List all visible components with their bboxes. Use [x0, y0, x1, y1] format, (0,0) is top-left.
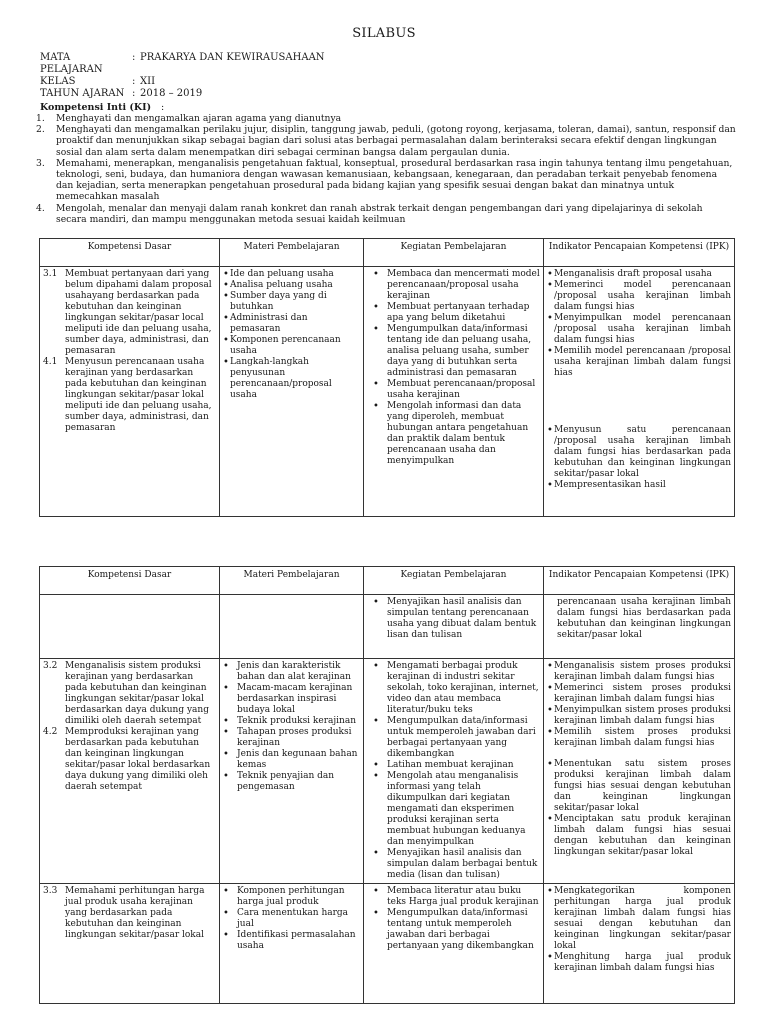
meta-value: PRAKARYA DAN KEWIRAUSAHAAN [140, 52, 325, 63]
list-item: • Menyimpulkan model perencanaan /proposal usaha kerajinan limbah dalam fungsi hias [547, 313, 731, 346]
kd-item [43, 886, 216, 941]
kd-cell [40, 884, 220, 1004]
materi-cell [220, 595, 364, 659]
list-item: • Menciptakan satu produk kerajinan limbah dalam fungsi hias sesuai dengan kebutuhan dan keinginan lingkungan sekitar/pasar lokal [547, 814, 731, 858]
list-item: • Membuat perencanaan/proposal usaha kerajinan [367, 379, 540, 401]
meta-sep: : [132, 88, 136, 99]
materi-cell [220, 659, 364, 884]
kd-cell [40, 659, 220, 884]
list-item: • Latihan membuat kerajinan [367, 760, 540, 771]
list-item: • Memerinci sistem proses produksi kerajinan limbah dalam fungsi hias [547, 683, 731, 705]
list-item: • Tahapan proses produksi kerajinan [217, 727, 360, 749]
header-materi: Materi Pembelajaran [220, 239, 364, 267]
ki-text: Menghayati dan mengamalkan ajaran agama yang dianutnya [56, 113, 342, 124]
list-item: • Jenis dan karakteristik bahan dan alat kerajinan [217, 661, 360, 683]
table-row [40, 659, 735, 884]
table-row [40, 884, 735, 1004]
ki-item [36, 203, 736, 225]
meta-key: MATA PELAJARAN [40, 52, 103, 75]
ki-number: 2. [36, 124, 45, 136]
kd-text: Memproduksi kerajinan yang berdasarkan pada kebutuhan dan keinginan lingkungan sekitar/pasar lokal berdasarkan daya dukung yang dimiliki oleh daerah setempat [65, 727, 211, 792]
kd-item [43, 269, 216, 357]
meta-row [40, 76, 325, 88]
document-meta [40, 52, 325, 100]
header-ipk: Indikator Pencapaian Kompetensi (IPK) [544, 567, 735, 595]
list-item: • Mengolah atau menganalisis informasi yang telah dikumpulkan dari kegiatan mengamati dan eksperimen produksi kerajinan serta membuat hubungan keduanya dan menyimpulkan [367, 771, 540, 848]
header-ipk: Indikator Pencapaian Kompetensi (IPK) [544, 239, 735, 267]
list-item: • Membaca literatur atau buku teks Harga jual produk kerajinan [367, 886, 540, 908]
list-item: • Sumber daya yang di butuhkan [223, 291, 360, 313]
meta-key: KELAS [40, 76, 76, 87]
list-item: • Identifikasi permasalahan usaha [217, 930, 360, 952]
meta-sep: : [132, 52, 136, 63]
list-item: • Mengamati berbagai produk kerajinan di industri sekitar sekolah, toko kerajinan, internet, video dan atau membaca literatur/buku teks [367, 661, 540, 716]
ipk-cell [544, 595, 735, 659]
list-item: • Menyusun satu perencanaan /proposal usaha kerajinan limbah dalam fungsi hias berdasarkan pada kebutuhan dan keinginan lingkungan sekitar/pasar lokal [547, 425, 731, 480]
header-kegiatan: Kegiatan Pembelajaran [364, 567, 544, 595]
ki-heading [40, 102, 164, 113]
list-item: • Memerinci model perencanaan /proposal usaha kerajinan limbah dalam fungsi hias [547, 280, 731, 313]
ki-number: 3. [36, 157, 45, 169]
list-item: • Menyajikan hasil analisis dan simpulan dalam berbagai bentuk media (lisan dan tulisan) [367, 848, 540, 881]
list-item: • Langkah-langkah penyusunan perencanaan/proposal usaha [223, 357, 360, 401]
ki-text: Memahami, menerapkan, menganalisis pengetahuan faktual, konseptual, prosedural berdasarkan rasa ingin tahunya tentang ilmu pengetahuan, teknologi, seni, budaya, dan humaniora dengan wawasan kemanusiaan, kebangsaan, kenegaraan, dan peradaban terkait penyebab fenomena dan kejadian, serta menerapkan pengetahuan prosedural pada bidang kajian yang spesifik sesuai dengan bakat dan minatnya untuk memecahkan masalah [56, 157, 733, 203]
meta-row [40, 52, 325, 76]
list-item: • Mengumpulkan data/informasi tentang untuk memperoleh jawaban dari berbagai pertanyaan yang dikembangkan [367, 908, 540, 952]
ipk-cell [544, 659, 735, 884]
list-item: • Cara menentukan harga jual [217, 908, 360, 930]
kd-cell [40, 267, 220, 517]
list-item: • Komponen perhitungan harga jual produk [217, 886, 360, 908]
materi-cell [220, 267, 364, 517]
list-item: • Menyajikan hasil analisis dan simpulan tentang perencanaan usaha yang dibuat dalam bentuk lisan dan tulisan [367, 597, 540, 641]
ki-number: 4. [36, 202, 45, 214]
kegiatan-cell [364, 884, 544, 1004]
list-item: • Ide dan peluang usaha [223, 269, 360, 280]
list-item: • Memilih model perencanaan /proposal usaha kerajinan limbah dalam fungsi hias [547, 346, 731, 379]
kegiatan-cell [364, 267, 544, 517]
list-item: • Memilih sistem proses produksi kerajinan limbah dalam fungsi hias [547, 727, 731, 749]
kd-number: 3.1 [43, 269, 58, 279]
kegiatan-cell [364, 595, 544, 659]
kd-number: 3.3 [43, 886, 58, 896]
ki-heading-colon: : [161, 102, 165, 113]
kd-number: 4.2 [43, 727, 58, 737]
kd-cell [40, 595, 220, 659]
ki-number: 1. [36, 113, 45, 124]
table-row [40, 267, 735, 517]
ki-list [36, 113, 736, 225]
syllabus-table-1 [39, 238, 735, 517]
meta-sep: : [132, 76, 136, 87]
materi-cell [220, 884, 364, 1004]
list-item: • Macam-macam kerajinan berdasarkan inspirasi budaya lokal [217, 683, 360, 716]
meta-key: TAHUN AJARAN [40, 88, 125, 99]
kd-number: 3.2 [43, 661, 58, 671]
ipk-cell [544, 884, 735, 1004]
list-item: • Mengumpulkan data/informasi tentang ide dan peluang usaha, analisa peluang usaha, sumber daya yang di butuhkan serta administrasi dan pemasaran [367, 324, 540, 379]
page-title: SILABUS [352, 26, 416, 41]
kegiatan-cell [364, 659, 544, 884]
ki-item [36, 113, 736, 124]
header-kompetensi-dasar: Kompetensi Dasar [40, 239, 220, 267]
table-header-row [40, 567, 735, 595]
list-item: • Menentukan satu sistem proses produksi kerajinan limbah dalam fungsi hias sesuai dengan kebutuhan dan keinginan lingkungan sekitar/pasar lokal [547, 759, 731, 814]
table-header-row [40, 239, 735, 267]
meta-value: 2018 – 2019 [140, 88, 203, 99]
kd-text: Menyusun perencanaan usaha kerajinan yang berdasarkan pada kebutuhan dan keinginan lingkungan sekitar/pasar lokal meliputi ide dan peluang usaha, sumber daya, administrasi, dan pemasaran [65, 357, 212, 433]
list-item: • Menghitung harga jual produk kerajinan limbah dalam fungsi hias [547, 952, 731, 974]
table-row [40, 595, 735, 659]
ki-text: Mengolah, menalar dan menyaji dalam ranah konkret dan ranah abstrak terkait dengan pengembangan dari yang dipelajarinya di sekolah secara mandiri, dan mampu menggunakan metoda sesuai kaidah keilmuan [56, 202, 703, 225]
list-item: • Administrasi dan pemasaran [223, 313, 360, 335]
list-item: • Jenis dan kegunaan bahan kemas [217, 749, 360, 771]
list-item: • Mengkategorikan komponen perhitungan harga jual produk kerajinan limbah dalam fungsi hias sesuai dengan kebutuhan dan keinginan lingkungan sekitar/pasar lokal [547, 886, 731, 952]
list-item: • Mempresentasikan hasil [547, 480, 731, 491]
kd-text: Memahami perhitungan harga jual produk usaha kerajinan yang berdasarkan pada kebutuhan dan keinginan lingkungan sekitar/pasar lokal [65, 886, 205, 940]
list-item: • Mengumpulkan data/informasi untuk memperoleh jawaban dari berbagai pertanyaan yang dikembangkan [367, 716, 540, 760]
ipk-cell [544, 267, 735, 517]
list-item: • Komponen perencanaan usaha [223, 335, 360, 357]
header-materi: Materi Pembelajaran [220, 567, 364, 595]
list-item: • Menyimpulkan sistem proses produksi kerajinan limbah dalam fungsi hias [547, 705, 731, 727]
ki-item [36, 124, 736, 158]
list-item: • Analisa peluang usaha [223, 280, 360, 291]
kd-text: Membuat pertanyaan dari yang belum dipahami dalam proposal usahayang berdasarkan pada kebutuhan dan keinginan lingkungan sekitar/pasar local meliputi ide dan peluang usaha, sumber daya, administrasi, dan pemasaran [65, 269, 212, 356]
list-item: • Teknik produksi kerajinan [217, 716, 360, 727]
syllabus-table-2 [39, 566, 735, 1004]
ki-item [36, 158, 736, 203]
kd-item [43, 661, 216, 727]
list-item: • Membaca dan mencermati model perencanaan/proposal usaha kerajinan [367, 269, 540, 302]
kd-item [43, 357, 216, 434]
kd-number: 4.1 [43, 357, 58, 367]
list-item: • Menganalisis draft proposal usaha [547, 269, 731, 280]
list-item: • Membuat pertanyaan terhadap apa yang belum diketahui [367, 302, 540, 324]
ki-heading-text: Kompetensi Inti (KI) [40, 102, 152, 113]
header-kompetensi-dasar: Kompetensi Dasar [40, 567, 220, 595]
kd-text: Menganalisis sistem produksi kerajinan yang berdasarkan pada kebutuhan dan keinginan lingkungan sekitar/pasar lokal berdasarkan daya dukung yang dimiliki oleh daerah setempat [65, 661, 209, 726]
ki-text: Menghayati dan mengamalkan perilaku jujur, disiplin, tanggung jawab, peduli, (gotong royong, kerjasama, toleran, damai), santun, responsif dan proaktif dan menunjukkan sikap sebagai bagian dari solusi atas berbagai permasalahan dalam berinteraksi secara efektif dengan lingkungan sosial dan alam serta dalam menempatkan diri sebagai cerminan bangsa dalam pergaulan dunia. [56, 124, 736, 158]
kd-item [43, 727, 216, 793]
ipk-continuation: perencanaan usaha kerajinan limbah dalam fungsi hias berdasarkan pada kebutuhan dan keinginan lingkungan sekitar/pasar lokal [557, 597, 731, 640]
list-item: • Mengolah informasi dan data yang diperoleh, membuat hubungan antara pengetahuan dan praktik dalam bentuk perencanaan usaha dan menyimpulkan [367, 401, 540, 467]
list-item: • Menganalisis sistem proses produksi kerajinan limbah dalam fungsi hias [547, 661, 731, 683]
meta-value: XII [140, 76, 156, 87]
header-kegiatan: Kegiatan Pembelajaran [364, 239, 544, 267]
list-item: • Teknik penyajian dan pengemasan [217, 771, 360, 793]
meta-row [40, 88, 325, 100]
